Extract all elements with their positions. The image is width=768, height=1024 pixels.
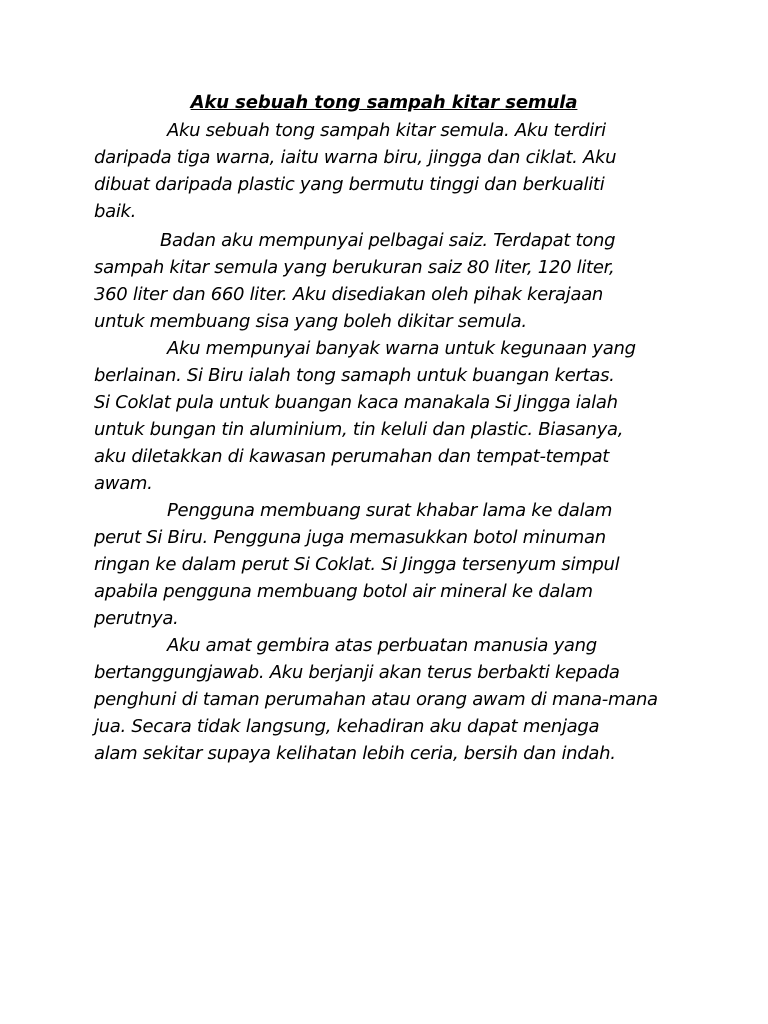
paragraph-4-line-1: Pengguna membuang surat khabar lama ke dalam — [167, 500, 613, 521]
paragraph-3-line-1: Aku mempunyai banyak warna untuk kegunaan yang — [167, 338, 636, 359]
paragraph-5-line-5: alam sekitar supaya kelihatan lebih ceria, bersih dan indah. — [94, 743, 616, 764]
paragraph-1-line-2: daripada tiga warna, iaitu warna biru, jingga dan ciklat. Aku — [94, 147, 617, 168]
paragraph-5-line-3: penghuni di taman perumahan atau orang awam di mana-mana — [94, 689, 658, 710]
paragraph-2-line-1: Badan aku mempunyai pelbagai saiz. Terdapat tong — [160, 230, 616, 251]
paragraph-4-line-4: apabila pengguna membuang botol air mineral ke dalam — [94, 581, 593, 602]
paragraph-2-line-3: 360 liter dan 660 liter. Aku disediakan oleh pihak kerajaan — [94, 284, 604, 305]
paragraph-3-line-2: berlainan. Si Biru ialah tong samaph untuk buangan kertas. — [94, 365, 615, 386]
paragraph-1-line-4: baik. — [94, 201, 137, 222]
paragraph-3-line-6: awam. — [94, 473, 153, 494]
paragraph-1-line-1: Aku sebuah tong sampah kitar semula. Aku terdiri — [167, 120, 606, 141]
paragraph-4-line-3: ringan ke dalam perut Si Coklat. Si Jingga tersenyum simpul — [94, 554, 620, 575]
paragraph-1-line-3: dibuat daripada plastic yang bermutu tinggi dan berkualiti — [94, 174, 605, 195]
paragraph-4-line-2: perut Si Biru. Pengguna juga memasukkan botol minuman — [94, 527, 606, 548]
paragraph-2-line-4: untuk membuang sisa yang boleh dikitar semula. — [94, 311, 527, 332]
paragraph-3-line-5: aku diletakkan di kawasan perumahan dan tempat-tempat — [94, 446, 610, 467]
paragraph-3-line-4: untuk bungan tin aluminium, tin keluli dan plastic. Biasanya, — [94, 419, 624, 440]
paragraph-3-line-3: Si Coklat pula untuk buangan kaca manakala Si Jingga ialah — [94, 392, 618, 413]
paragraph-5-line-1: Aku amat gembira atas perbuatan manusia yang — [167, 635, 597, 656]
paragraph-5-line-4: jua. Secara tidak langsung, kehadiran aku dapat menjaga — [94, 716, 600, 737]
paragraph-2-line-2: sampah kitar semula yang berukuran saiz 80 liter, 120 liter, — [94, 257, 615, 278]
paragraph-4-line-5: perutnya. — [94, 608, 179, 629]
paragraph-5-line-2: bertanggungjawab. Aku berjanji akan terus berbakti kepada — [94, 662, 620, 683]
document-title: Aku sebuah tong sampah kitar semula — [190, 92, 578, 113]
